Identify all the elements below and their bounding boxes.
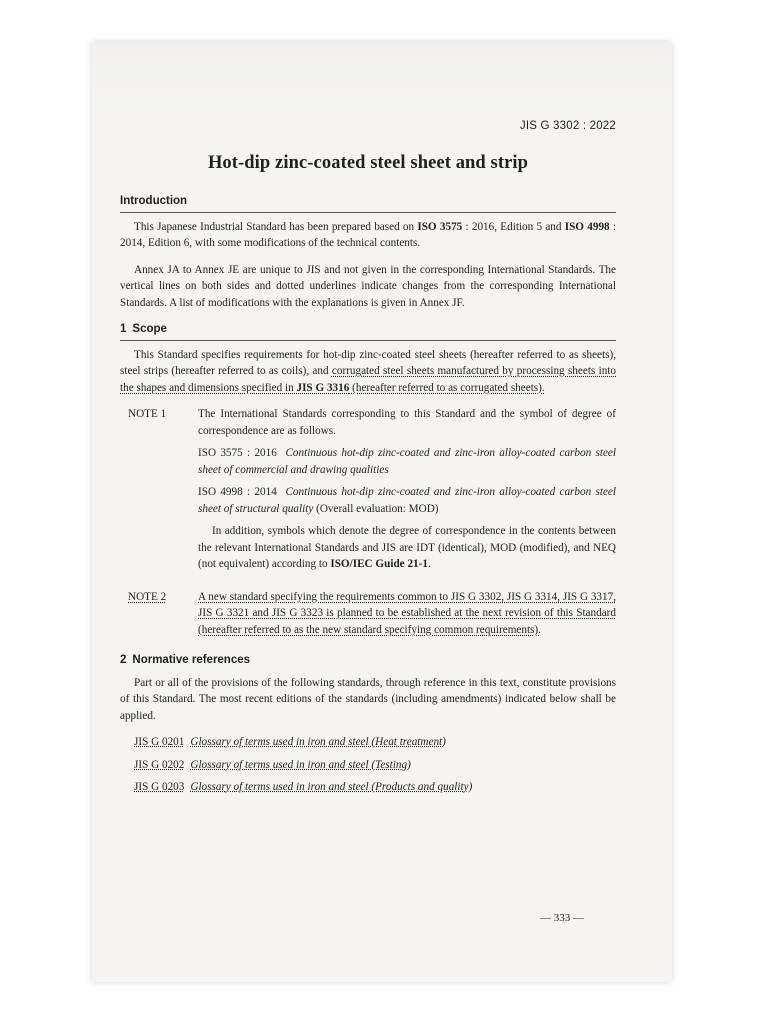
normative-heading-text: Normative references [132,654,251,666]
show-through-shadow [92,42,672,116]
reference-code: JIS G 0202 [134,758,185,771]
intro-p1-text-a: This Japanese Industrial Standard has been prepared based on [134,220,418,233]
note-1-iso-4998 [198,484,616,517]
iso-3575-title: Continuous hot-dip zinc-coated and zinc-iron alloy-coated carbon steel sheet of commercial and drawing qualities [198,447,616,476]
reference-item [134,734,616,751]
page-content [120,118,616,802]
document-title: Hot-dip zinc-coated steel sheet and strip [207,152,529,173]
reference-code: JIS G 0203 [134,781,185,793]
note-2-label: NOTE 2 [128,590,167,603]
note-1-body [198,406,616,583]
scope-text-underlined: corrugated steel sheets manufactured by processing sheets into the shapes and dimensions specified in [120,365,616,394]
reference-item [134,757,616,774]
note-1-iso-3575 [198,445,616,478]
intro-p1-text-c: : 2014, Edition 6, with some modifications of the technical contents. [120,220,616,249]
reference-code: JIS G 0201 [134,736,185,748]
normative-references-heading [120,652,616,669]
iso-4998-title: Continuous hot-dip zinc-coated and zinc-iron alloy-coated carbon steel sheet of structural quality [198,486,616,515]
scope-heading-text: Scope [132,323,167,335]
scope-ref-jis-g-3316: JIS G 3316 [296,381,350,394]
reference-title: Glossary of terms used in iron and steel (Testing) [190,758,411,771]
scope-number: 1 [120,323,127,335]
scope-paragraph [120,347,616,397]
scope-text-underlined-2: (hereafter referred to as corrugated sheets). [349,381,545,394]
note-1-text: The International Standards corresponding to this Standard and the symbol of degree of correspondence are as follows. [198,408,616,437]
introduction-paragraph-1 [120,219,616,252]
iso-4998-evaluation: (Overall evaluation: MOD) [316,502,439,515]
introduction-paragraph-2: Annex JA to Annex JE are unique to JIS and not given in the corresponding International Standards. The vertical lines on both sides and dotted underlines indicate changes from the corresponding International Standards. A list of modifications with the explanations is given in Annex JF. [120,263,616,309]
note-1-p2-text-c: . [427,558,431,570]
document-page [92,42,672,982]
iso-iec-guide-ref: ISO/IEC Guide 21-1 [330,558,428,570]
note-2-text: A new standard specifying the requirements common to JIS G 3302, JIS G 3314, JIS G 3317, JIS G 3321 and JIS G 3323 is planned to be established at the next revision of this Standard (hereafter referred to as the new standard specifying common requirements). [198,590,616,636]
intro-iso-4998: ISO 4998 [564,220,610,233]
introduction-heading-text: Introduction [120,195,188,207]
page-number: — 333 — [540,912,584,924]
iso-4998-code: ISO 4998 : 2014 [198,486,277,498]
iso-3575-code: ISO 3575 : 2016 [198,447,277,459]
note-1-paragraph-2 [198,523,616,573]
reference-title: Glossary of terms used in iron and steel (Heat treatment) [190,736,446,748]
note-1-p2-text-a: In addition, symbols which denote the degree of correspondence in the contents between the relevant International Standards and JIS are IDT (identical), MOD (modified), and NEQ (not equivalent) according to [198,525,616,570]
reference-title: Glossary of terms used in iron and steel (Products and quality) [190,781,473,793]
intro-iso-3575: ISO 3575 [417,220,463,233]
standard-id: JIS G 3302 : 2022 [519,120,616,132]
note-1 [128,406,616,583]
scope-text-a: This Standard specifies requirements for hot-dip zinc-coated steel sheets (hereafter referred to as sheets), steel strips (hereafter referred to as coils), and [120,348,616,377]
reference-item [134,779,616,796]
normative-number: 2 [120,654,127,666]
note-1-label: NOTE 1 [128,408,167,420]
note-2 [128,589,616,639]
normative-paragraph: Part or all of the provisions of the following standards, through reference in this text, constitute provisions of this Standard. The most recent editions of the standards (including amendments) indicated below shall be applied. [120,676,616,722]
introduction-heading [120,193,616,213]
scope-heading [120,321,616,341]
intro-p1-text-b: : 2016, Edition 5 and [462,220,565,233]
